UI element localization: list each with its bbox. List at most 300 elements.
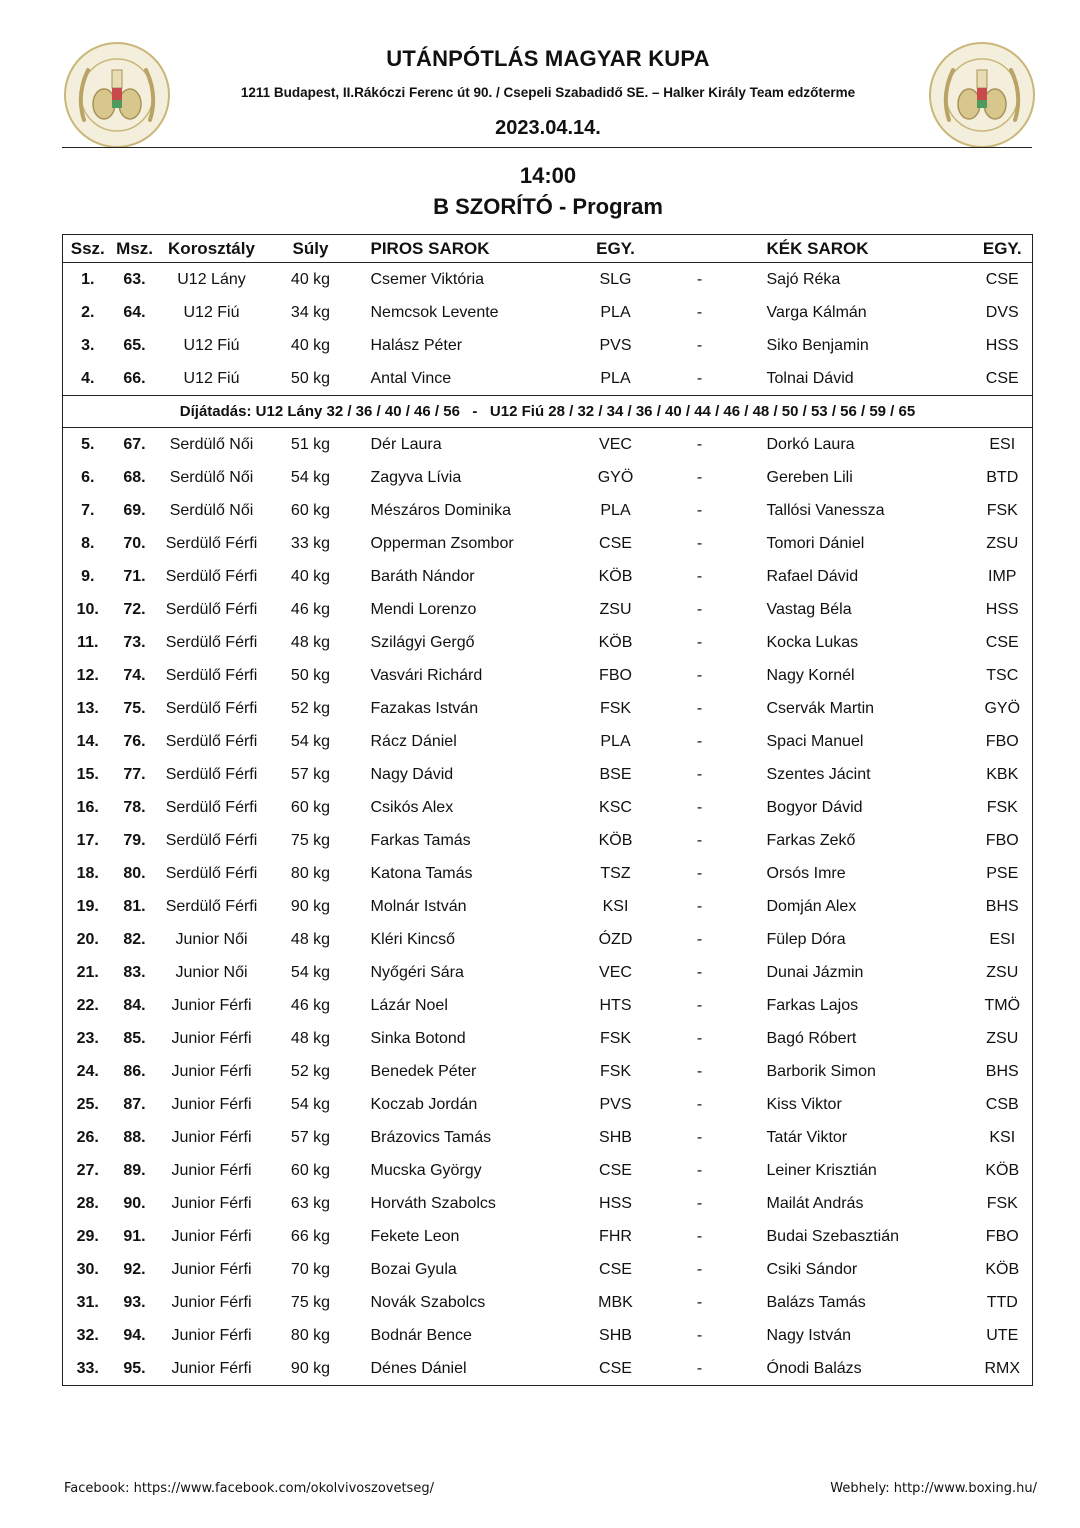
table-row bbox=[63, 659, 1033, 692]
cell-red-boxer: Opperman Zsombor bbox=[370, 534, 514, 552]
cell-msz: 94. bbox=[123, 1326, 146, 1344]
cell-blue-boxer: Ónodi Balázs bbox=[766, 1359, 862, 1377]
cell-red-club: FHR bbox=[599, 1227, 632, 1245]
cell-red-club: PVS bbox=[599, 1095, 632, 1113]
cell-weight: 90 kg bbox=[290, 897, 331, 915]
cell-weight: 54 kg bbox=[290, 1095, 331, 1113]
cell-red-boxer: Mendi Lorenzo bbox=[370, 600, 477, 618]
cell-blue-boxer: Domján Alex bbox=[766, 897, 857, 915]
cell-ssz: 15. bbox=[76, 765, 99, 783]
cell-blue-club: BHS bbox=[985, 1062, 1019, 1080]
cell-blue-boxer: Gereben Lili bbox=[766, 468, 853, 486]
cell-weight: 80 kg bbox=[290, 1326, 331, 1344]
cell-msz: 70. bbox=[123, 534, 146, 552]
table-header-row bbox=[63, 235, 1033, 263]
table-row bbox=[63, 428, 1033, 462]
cell-ssz: 32. bbox=[76, 1326, 99, 1344]
cell-red-boxer: Bozai Gyula bbox=[370, 1260, 457, 1278]
cell-blue-club: BTD bbox=[986, 468, 1019, 486]
table-row bbox=[63, 1187, 1033, 1220]
col-red-club: EGY. bbox=[577, 235, 655, 263]
cell-blue-boxer: Spaci Manuel bbox=[766, 732, 864, 750]
cell-msz: 64. bbox=[123, 303, 146, 321]
cell-weight: 34 kg bbox=[290, 303, 331, 321]
cell-age-group: Junior Férfi bbox=[171, 1128, 252, 1146]
cell-blue-club: RMX bbox=[984, 1359, 1021, 1377]
cell-red-club: SLG bbox=[599, 270, 632, 288]
page-title: UTÁNPÓTLÁS MAGYAR KUPA bbox=[386, 46, 710, 71]
cell-separator: - bbox=[696, 996, 703, 1014]
cell-red-club: SHB bbox=[599, 1326, 632, 1344]
cell-blue-club: BHS bbox=[985, 897, 1019, 915]
cell-msz: 75. bbox=[123, 699, 146, 717]
cell-blue-club: ESI bbox=[989, 930, 1016, 948]
table-row bbox=[63, 527, 1033, 560]
cell-msz: 71. bbox=[123, 567, 146, 585]
table-row bbox=[63, 1088, 1033, 1121]
table-row bbox=[63, 956, 1033, 989]
cell-blue-boxer: Farkas Zekő bbox=[766, 831, 856, 849]
cell-weight: 48 kg bbox=[290, 1029, 331, 1047]
cell-red-boxer: Nemcsok Levente bbox=[370, 303, 499, 321]
cell-ssz: 6. bbox=[81, 468, 95, 486]
cell-red-club: ÓZD bbox=[598, 930, 633, 948]
table-row bbox=[63, 725, 1033, 758]
cell-weight: 52 kg bbox=[290, 699, 331, 717]
cell-red-club: PLA bbox=[600, 732, 631, 750]
cell-age-group: Junior Női bbox=[175, 930, 248, 948]
col-separator bbox=[655, 235, 745, 263]
award-ceremony-text: Díjátadás: U12 Lány 32 / 36 / 40 / 46 / 56 - U12 Fiú 28 / 32 / 34 / 36 / 40 / 44 / 46 / 48 / 50 / 53 / 56 / 59 / 65 bbox=[63, 396, 1033, 428]
cell-red-club: KSI bbox=[602, 897, 629, 915]
cell-red-club: FSK bbox=[599, 699, 632, 717]
award-ceremony-row bbox=[63, 396, 1033, 428]
cell-blue-club: KÖB bbox=[985, 1161, 1020, 1179]
cell-ssz: 28. bbox=[76, 1194, 99, 1212]
cell-msz: 78. bbox=[123, 798, 146, 816]
table-body bbox=[63, 263, 1033, 1386]
cell-age-group: Serdülő Férfi bbox=[165, 633, 258, 651]
cell-msz: 92. bbox=[123, 1260, 146, 1278]
table-row bbox=[63, 758, 1033, 791]
cell-ssz: 27. bbox=[76, 1161, 99, 1179]
cell-red-club: TSZ bbox=[600, 864, 631, 882]
table-row bbox=[63, 362, 1033, 396]
cell-blue-club: FSK bbox=[986, 798, 1018, 816]
cell-separator: - bbox=[696, 369, 703, 387]
cell-red-club: ZSU bbox=[599, 600, 632, 618]
cell-ssz: 30. bbox=[76, 1260, 99, 1278]
cell-weight: 40 kg bbox=[290, 270, 331, 288]
cell-red-boxer: Molnár István bbox=[370, 897, 467, 915]
cell-msz: 82. bbox=[123, 930, 146, 948]
cell-ssz: 23. bbox=[76, 1029, 99, 1047]
cell-red-boxer: Csikós Alex bbox=[370, 798, 454, 816]
cell-ssz: 11. bbox=[77, 633, 99, 651]
cell-blue-boxer: Nagy István bbox=[766, 1326, 851, 1344]
cell-blue-boxer: Kiss Viktor bbox=[766, 1095, 842, 1113]
col-weight: Súly bbox=[267, 235, 355, 263]
cell-separator: - bbox=[696, 1359, 703, 1377]
cell-blue-boxer: Csiki Sándor bbox=[766, 1260, 858, 1278]
cell-separator: - bbox=[696, 1260, 703, 1278]
cell-blue-club: CSE bbox=[985, 369, 1019, 387]
cell-ssz: 2. bbox=[81, 303, 95, 321]
cell-blue-club: IMP bbox=[988, 567, 1017, 585]
cell-red-boxer: Katona Tamás bbox=[370, 864, 473, 882]
cell-weight: 40 kg bbox=[290, 336, 331, 354]
cell-blue-boxer: Dunai Jázmin bbox=[766, 963, 864, 981]
cell-age-group: Junior Férfi bbox=[171, 1095, 252, 1113]
cell-ssz: 7. bbox=[81, 501, 95, 519]
cell-red-club: CSE bbox=[599, 1161, 632, 1179]
cell-red-boxer: Nyőgéri Sára bbox=[370, 963, 464, 981]
cell-red-club: KÖB bbox=[598, 831, 633, 849]
cell-red-boxer: Novák Szabolcs bbox=[370, 1293, 486, 1311]
cell-red-boxer: Farkas Tamás bbox=[370, 831, 471, 849]
cell-age-group: U12 Fiú bbox=[183, 369, 240, 387]
cell-msz: 93. bbox=[123, 1293, 146, 1311]
footer-website: Webhely: http://www.boxing.hu/ bbox=[830, 1481, 1037, 1496]
cell-ssz: 12. bbox=[76, 666, 99, 684]
cell-red-club: KÖB bbox=[598, 633, 633, 651]
cell-blue-club: TTD bbox=[986, 1293, 1018, 1311]
cell-separator: - bbox=[696, 1128, 703, 1146]
start-time: 14:00 bbox=[519, 163, 577, 188]
cell-blue-boxer: Fülep Dóra bbox=[766, 930, 846, 948]
cell-separator: - bbox=[696, 1293, 703, 1311]
table-row bbox=[63, 461, 1033, 494]
cell-ssz: 1. bbox=[81, 270, 95, 288]
cell-blue-boxer: Cservák Martin bbox=[766, 699, 875, 717]
cell-ssz: 5. bbox=[81, 435, 95, 453]
cell-red-boxer: Brázovics Tamás bbox=[370, 1128, 492, 1146]
table-row bbox=[63, 1253, 1033, 1286]
cell-red-club: HTS bbox=[599, 996, 632, 1014]
col-ssz: Ssz. bbox=[63, 235, 113, 263]
cell-separator: - bbox=[696, 1062, 703, 1080]
cell-blue-boxer: Tallósi Vanessza bbox=[766, 501, 885, 519]
cell-blue-boxer: Dorkó Laura bbox=[766, 435, 855, 453]
cell-age-group: Junior Férfi bbox=[171, 1293, 252, 1311]
cell-red-club: GYÖ bbox=[597, 468, 634, 486]
cell-age-group: Serdülő Férfi bbox=[165, 534, 258, 552]
cell-age-group: Junior Férfi bbox=[171, 1359, 252, 1377]
bout-program-table bbox=[62, 234, 1033, 1386]
program-subtitle: B SZORÍTÓ - Program bbox=[433, 194, 663, 219]
cell-red-boxer: Nagy Dávid bbox=[370, 765, 454, 783]
cell-red-club: KÖB bbox=[598, 567, 633, 585]
cell-red-club: FBO bbox=[599, 666, 632, 684]
cell-red-boxer: Rácz Dániel bbox=[370, 732, 457, 750]
cell-ssz: 22. bbox=[76, 996, 99, 1014]
cell-age-group: Serdülő Női bbox=[169, 468, 254, 486]
cell-weight: 60 kg bbox=[290, 798, 331, 816]
cell-age-group: Serdülő Női bbox=[169, 501, 254, 519]
table-row bbox=[63, 1121, 1033, 1154]
cell-blue-club: FBO bbox=[985, 831, 1019, 849]
cell-msz: 85. bbox=[123, 1029, 146, 1047]
cell-blue-club: FSK bbox=[986, 1194, 1018, 1212]
cell-blue-club: KBK bbox=[986, 765, 1019, 783]
cell-separator: - bbox=[696, 336, 703, 354]
cell-blue-boxer: Nagy Kornél bbox=[766, 666, 855, 684]
cell-red-club: CSE bbox=[599, 1260, 632, 1278]
cell-weight: 54 kg bbox=[290, 963, 331, 981]
cell-age-group: Serdülő Férfi bbox=[165, 567, 258, 585]
cell-separator: - bbox=[696, 633, 703, 651]
col-blue-club: EGY. bbox=[973, 235, 1033, 263]
table-row bbox=[63, 692, 1033, 725]
cell-blue-boxer: Sajó Réka bbox=[766, 270, 841, 288]
cell-separator: - bbox=[696, 303, 703, 321]
table-row bbox=[63, 1352, 1033, 1386]
cell-age-group: U12 Lány bbox=[177, 270, 246, 288]
cell-red-boxer: Lázár Noel bbox=[370, 996, 448, 1014]
event-date: 2023.04.14. bbox=[495, 117, 601, 139]
cell-age-group: Junior Férfi bbox=[171, 996, 252, 1014]
cell-ssz: 29. bbox=[76, 1227, 99, 1245]
cell-age-group: Serdülő Férfi bbox=[165, 765, 258, 783]
cell-ssz: 13. bbox=[76, 699, 99, 717]
cell-separator: - bbox=[696, 666, 703, 684]
cell-red-club: SHB bbox=[599, 1128, 632, 1146]
cell-blue-club: FSK bbox=[986, 501, 1018, 519]
cell-red-club: FSK bbox=[599, 1062, 632, 1080]
table-row bbox=[63, 1022, 1033, 1055]
cell-separator: - bbox=[696, 930, 703, 948]
table-row bbox=[63, 989, 1033, 1022]
cell-ssz: 14. bbox=[76, 732, 99, 750]
header-divider bbox=[62, 147, 1032, 148]
cell-weight: 75 kg bbox=[290, 1293, 331, 1311]
cell-msz: 69. bbox=[123, 501, 146, 519]
cell-red-boxer: Vasvári Richárd bbox=[370, 666, 483, 684]
cell-age-group: Serdülő Férfi bbox=[165, 897, 258, 915]
cell-age-group: Serdülő Férfi bbox=[165, 798, 258, 816]
cell-red-boxer: Csemer Viktória bbox=[370, 270, 485, 288]
cell-age-group: Junior Férfi bbox=[171, 1326, 252, 1344]
cell-blue-club: PSE bbox=[986, 864, 1019, 882]
table-row bbox=[63, 1319, 1033, 1352]
cell-red-boxer: Fazakas István bbox=[370, 699, 479, 717]
cell-red-boxer: Antal Vince bbox=[370, 369, 452, 387]
cell-age-group: Serdülő Férfi bbox=[165, 831, 258, 849]
cell-age-group: Junior Férfi bbox=[171, 1260, 252, 1278]
cell-blue-club: CSE bbox=[985, 270, 1019, 288]
col-age-group: Korosztály bbox=[157, 235, 267, 263]
cell-ssz: 4. bbox=[81, 369, 95, 387]
cell-msz: 79. bbox=[123, 831, 146, 849]
cell-separator: - bbox=[696, 963, 703, 981]
cell-blue-club: UTE bbox=[986, 1326, 1019, 1344]
table-row bbox=[63, 494, 1033, 527]
cell-ssz: 9. bbox=[81, 567, 95, 585]
cell-weight: 57 kg bbox=[290, 1128, 331, 1146]
cell-red-boxer: Sinka Botond bbox=[370, 1029, 466, 1047]
cell-ssz: 25. bbox=[76, 1095, 99, 1113]
cell-weight: 52 kg bbox=[290, 1062, 331, 1080]
cell-separator: - bbox=[696, 468, 703, 486]
cell-separator: - bbox=[696, 1095, 703, 1113]
cell-red-boxer: Kléri Kincső bbox=[370, 930, 455, 948]
cell-msz: 63. bbox=[123, 270, 146, 288]
cell-age-group: U12 Fiú bbox=[183, 303, 240, 321]
table-row bbox=[63, 857, 1033, 890]
cell-ssz: 3. bbox=[81, 336, 95, 354]
cell-weight: 63 kg bbox=[290, 1194, 331, 1212]
cell-separator: - bbox=[696, 699, 703, 717]
cell-age-group: Junior Férfi bbox=[171, 1062, 252, 1080]
cell-separator: - bbox=[696, 270, 703, 288]
cell-msz: 74. bbox=[123, 666, 146, 684]
cell-blue-club: TSC bbox=[986, 666, 1019, 684]
cell-weight: 48 kg bbox=[290, 930, 331, 948]
cell-blue-club: ZSU bbox=[986, 534, 1019, 552]
cell-blue-boxer: Siko Benjamin bbox=[766, 336, 869, 354]
cell-weight: 51 kg bbox=[290, 435, 331, 453]
cell-weight: 60 kg bbox=[290, 1161, 331, 1179]
cell-age-group: Serdülő Férfi bbox=[165, 699, 258, 717]
table-row bbox=[63, 263, 1033, 297]
cell-separator: - bbox=[696, 831, 703, 849]
cell-red-boxer: Dér Laura bbox=[370, 435, 442, 453]
cell-msz: 73. bbox=[123, 633, 146, 651]
cell-weight: 90 kg bbox=[290, 1359, 331, 1377]
table-row bbox=[63, 923, 1033, 956]
cell-ssz: 24. bbox=[76, 1062, 99, 1080]
cell-weight: 46 kg bbox=[290, 600, 331, 618]
cell-msz: 88. bbox=[123, 1128, 146, 1146]
cell-ssz: 8. bbox=[81, 534, 95, 552]
cell-red-boxer: Mucska György bbox=[370, 1161, 482, 1179]
cell-blue-boxer: Kocka Lukas bbox=[766, 633, 859, 651]
cell-age-group: Junior Férfi bbox=[171, 1029, 252, 1047]
col-msz: Msz. bbox=[113, 235, 157, 263]
cell-weight: 66 kg bbox=[290, 1227, 331, 1245]
cell-red-boxer: Fekete Leon bbox=[370, 1227, 460, 1245]
table-row bbox=[63, 824, 1033, 857]
cell-weight: 50 kg bbox=[290, 369, 331, 387]
cell-blue-club: DVS bbox=[985, 303, 1019, 321]
cell-age-group: Serdülő Férfi bbox=[165, 864, 258, 882]
cell-red-boxer: Horváth Szabolcs bbox=[370, 1194, 496, 1212]
cell-red-boxer: Baráth Nándor bbox=[370, 567, 475, 585]
col-blue-corner: KÉK SAROK bbox=[745, 235, 973, 263]
cell-blue-boxer: Budai Szebasztián bbox=[766, 1227, 900, 1245]
cell-age-group: Junior Női bbox=[175, 963, 248, 981]
table-row bbox=[63, 296, 1033, 329]
cell-blue-club: FBO bbox=[985, 732, 1019, 750]
cell-ssz: 26. bbox=[76, 1128, 99, 1146]
footer-facebook: Facebook: https://www.facebook.com/okolvivoszovetseg/ bbox=[64, 1481, 434, 1496]
cell-age-group: Junior Férfi bbox=[171, 1227, 252, 1245]
cell-red-club: FSK bbox=[599, 1029, 632, 1047]
cell-weight: 50 kg bbox=[290, 666, 331, 684]
cell-red-boxer: Szilágyi Gergő bbox=[370, 633, 475, 651]
cell-weight: 54 kg bbox=[290, 468, 331, 486]
cell-blue-club: ZSU bbox=[986, 1029, 1019, 1047]
cell-weight: 75 kg bbox=[290, 831, 331, 849]
cell-msz: 91. bbox=[123, 1227, 146, 1245]
cell-blue-boxer: Bogyor Dávid bbox=[766, 798, 863, 816]
cell-blue-club: CSB bbox=[985, 1095, 1019, 1113]
cell-ssz: 20. bbox=[76, 930, 99, 948]
table-row bbox=[63, 890, 1033, 923]
cell-msz: 65. bbox=[123, 336, 146, 354]
cell-age-group: Serdülő Férfi bbox=[165, 600, 258, 618]
cell-blue-club: HSS bbox=[985, 600, 1019, 618]
cell-weight: 48 kg bbox=[290, 633, 331, 651]
cell-blue-boxer: Balázs Tamás bbox=[766, 1293, 866, 1311]
cell-red-club: BSE bbox=[599, 765, 632, 783]
cell-blue-club: KSI bbox=[989, 1128, 1016, 1146]
cell-ssz: 17. bbox=[76, 831, 99, 849]
cell-ssz: 18. bbox=[76, 864, 99, 882]
cell-separator: - bbox=[696, 798, 703, 816]
cell-weight: 57 kg bbox=[290, 765, 331, 783]
cell-blue-boxer: Tolnai Dávid bbox=[766, 369, 854, 387]
cell-red-boxer: Bodnár Bence bbox=[370, 1326, 472, 1344]
cell-msz: 77. bbox=[123, 765, 146, 783]
cell-weight: 46 kg bbox=[290, 996, 331, 1014]
cell-msz: 83. bbox=[123, 963, 146, 981]
cell-msz: 68. bbox=[123, 468, 146, 486]
cell-red-boxer: Halász Péter bbox=[370, 336, 463, 354]
table-row bbox=[63, 1055, 1033, 1088]
venue-address: 1211 Budapest, II.Rákóczi Ferenc út 90. / Csepeli Szabadidő SE. – Halker Király Team edzőterme bbox=[240, 85, 856, 100]
cell-separator: - bbox=[696, 600, 703, 618]
cell-blue-club: HSS bbox=[985, 336, 1019, 354]
cell-red-club: PLA bbox=[600, 369, 631, 387]
col-red-corner: PIROS SAROK bbox=[355, 235, 577, 263]
cell-msz: 86. bbox=[123, 1062, 146, 1080]
cell-blue-club: ZSU bbox=[986, 963, 1019, 981]
cell-red-boxer: Zagyva Lívia bbox=[370, 468, 462, 486]
cell-separator: - bbox=[696, 732, 703, 750]
table-row bbox=[63, 626, 1033, 659]
cell-age-group: Serdülő Férfi bbox=[165, 666, 258, 684]
cell-weight: 70 kg bbox=[290, 1260, 331, 1278]
cell-blue-boxer: Vastag Béla bbox=[766, 600, 852, 618]
cell-ssz: 16. bbox=[76, 798, 99, 816]
cell-blue-boxer: Farkas Lajos bbox=[766, 996, 859, 1014]
cell-separator: - bbox=[696, 435, 703, 453]
cell-blue-boxer: Szentes Jácint bbox=[766, 765, 871, 783]
cell-blue-boxer: Leiner Krisztián bbox=[766, 1161, 877, 1179]
cell-age-group: Junior Férfi bbox=[171, 1194, 252, 1212]
cell-weight: 33 kg bbox=[290, 534, 331, 552]
cell-separator: - bbox=[696, 1194, 703, 1212]
cell-ssz: 19. bbox=[76, 897, 99, 915]
cell-blue-boxer: Tatár Viktor bbox=[766, 1128, 848, 1146]
cell-msz: 84. bbox=[123, 996, 146, 1014]
cell-separator: - bbox=[696, 1326, 703, 1344]
cell-red-club: CSE bbox=[599, 1359, 632, 1377]
cell-blue-club: ESI bbox=[989, 435, 1016, 453]
cell-ssz: 10. bbox=[76, 600, 99, 618]
cell-blue-club: FBO bbox=[985, 1227, 1019, 1245]
cell-separator: - bbox=[696, 534, 703, 552]
cell-red-club: PLA bbox=[600, 501, 631, 519]
table-row bbox=[63, 791, 1033, 824]
cell-weight: 54 kg bbox=[290, 732, 331, 750]
cell-blue-boxer: Tomori Dániel bbox=[766, 534, 865, 552]
table-row bbox=[63, 560, 1033, 593]
cell-red-club: VEC bbox=[599, 435, 632, 453]
cell-separator: - bbox=[696, 1029, 703, 1047]
cell-separator: - bbox=[696, 1161, 703, 1179]
